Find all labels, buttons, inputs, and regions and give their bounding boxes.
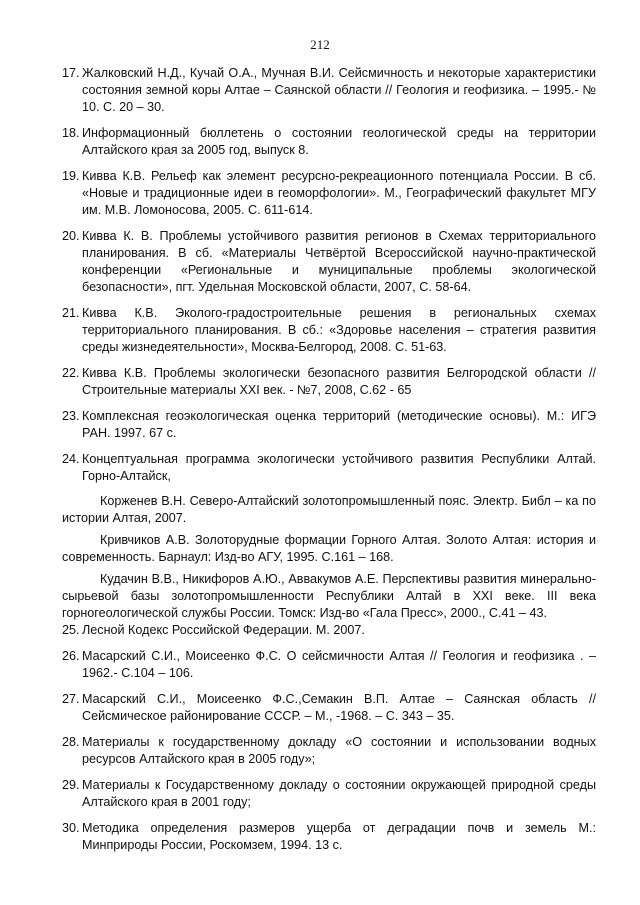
page-number: 212 bbox=[310, 37, 330, 52]
reference-text: Лесной Кодекс Российской Федерации. М. 2007. bbox=[82, 623, 365, 637]
reference-number: 27. bbox=[62, 692, 80, 706]
reference-number: 18. bbox=[62, 126, 80, 140]
sub-entry-group bbox=[62, 493, 596, 622]
reference-number: 26. bbox=[62, 649, 80, 663]
reference-item bbox=[62, 408, 596, 442]
reference-text: Масарский С.И., Моисеенко Ф.С.,Семакин В.П. Алтае – Саянская область // Сейсмическое районирование СССР. – М., -1968. – С. 343 – 35. bbox=[82, 692, 596, 723]
reference-item bbox=[62, 65, 596, 116]
reference-text: Методика определения размеров ущерба от деградации почв и земель М.: Минприроды России, Роскомзем, 1994. 13 с. bbox=[82, 821, 596, 852]
reference-item bbox=[62, 451, 596, 485]
reference-number: 25. bbox=[62, 623, 80, 637]
reference-item bbox=[62, 691, 596, 725]
reference-number: 19. bbox=[62, 169, 80, 183]
reference-number: 24. bbox=[62, 452, 80, 466]
sub-entry: Кудачин В.В., Никифоров А.Ю., Аввакумов А.Е. Перспективы развития минерально-сырьевой базы золотопромышленности Республики Алтай в XXI веке. III века горногеологической службы России. Томск: Изд-во «Гала Пресс», 2000., С.41 – 43. bbox=[62, 572, 596, 620]
reference-text: Материалы к государственному докладу «О состоянии и использовании водных ресурсов Алтайского края в 2005 году»; bbox=[82, 735, 596, 766]
reference-text: Комплексная геоэкологическая оценка территорий (методические основы). М.: ИГЭ РАН. 1997. 67 с. bbox=[82, 409, 596, 440]
reference-text: Жалковский Н.Д., Кучай О.А., Мучная В.И. Сейсмичность и некоторые характеристики состояния земной коры Алтае – Саянской области // Геология и геофизика. – 1995.- № 10. С. 20 – 30. bbox=[82, 66, 596, 114]
reference-item bbox=[62, 125, 596, 159]
reference-text: Кивва К.В. Эколого-градостроительные решения в региональных схемах территориального планирования. В сб.: «Здоровье населения – стратегия развития среды жизнедеятельности», Москва-Белгород, 2008. С. 51-63. bbox=[82, 306, 596, 354]
reference-number: 29. bbox=[62, 778, 80, 792]
sub-entry: Кривчиков А.В. Золоторудные формации Горного Алтая. Золото Алтая: история и современность. Барнаул: Изд-во АГУ, 1995. С.161 – 168. bbox=[62, 533, 596, 564]
reference-item bbox=[62, 228, 596, 296]
reference-number: 22. bbox=[62, 366, 80, 380]
reference-item bbox=[62, 777, 596, 811]
reference-text: Концептуальная программа экологически устойчивого развития Республики Алтай. Горно-Алтайск, bbox=[82, 452, 596, 483]
reference-text: Кивва К. В. Проблемы устойчивого развития регионов в Схемах территориального планирования. В сб. «Материалы Четвёртой Всероссийской научно-практической конференции «Региональные и муниципальные проблемы экологической безопасности», пгт. Удельная Московской области, 2007, С. 58-64. bbox=[82, 229, 596, 294]
sub-entry: Корженев В.Н. Северо-Алтайский золотопромышленный пояс. Электр. Библ – ка по истории Алтая, 2007. bbox=[62, 494, 596, 525]
reference-item bbox=[62, 820, 596, 854]
reference-text: Материалы к Государственному докладу о состоянии окружающей природной среды Алтайского края в 2001 году; bbox=[82, 778, 596, 809]
reference-number: 17. bbox=[62, 66, 80, 80]
reference-number: 20. bbox=[62, 229, 80, 243]
reference-item bbox=[62, 734, 596, 768]
reference-number: 23. bbox=[62, 409, 80, 423]
reference-item bbox=[62, 168, 596, 219]
reference-number: 21. bbox=[62, 306, 80, 320]
reference-item bbox=[62, 305, 596, 356]
reference-number: 28. bbox=[62, 735, 80, 749]
reference-item bbox=[62, 622, 596, 639]
reference-text: Кивва К.В. Проблемы экологически безопасного развития Белгородской области //Строительные материалы XXI век. - №7, 2008, С.62 - 65 bbox=[82, 366, 596, 397]
reference-number: 30. bbox=[62, 821, 80, 835]
reference-item bbox=[62, 365, 596, 399]
reference-text: Информационный бюллетень о состоянии геологической среды на территории Алтайского края за 2005 год, выпуск 8. bbox=[82, 126, 596, 157]
reference-text: Кивва К.В. Рельеф как элемент ресурсно-рекреационного потенциала России. В сб. «Новые и традиционные идеи в геоморфологии». М., Географический факультет МГУ им. М.В. Ломоносова, 2005. С. 611-614. bbox=[82, 169, 596, 217]
reference-text: Масарский С.И., Моисеенко Ф.С. О сейсмичности Алтая // Геология и геофизика . – 1962.- С.104 – 106. bbox=[82, 649, 596, 680]
reference-item bbox=[62, 648, 596, 682]
reference-list bbox=[62, 65, 596, 863]
